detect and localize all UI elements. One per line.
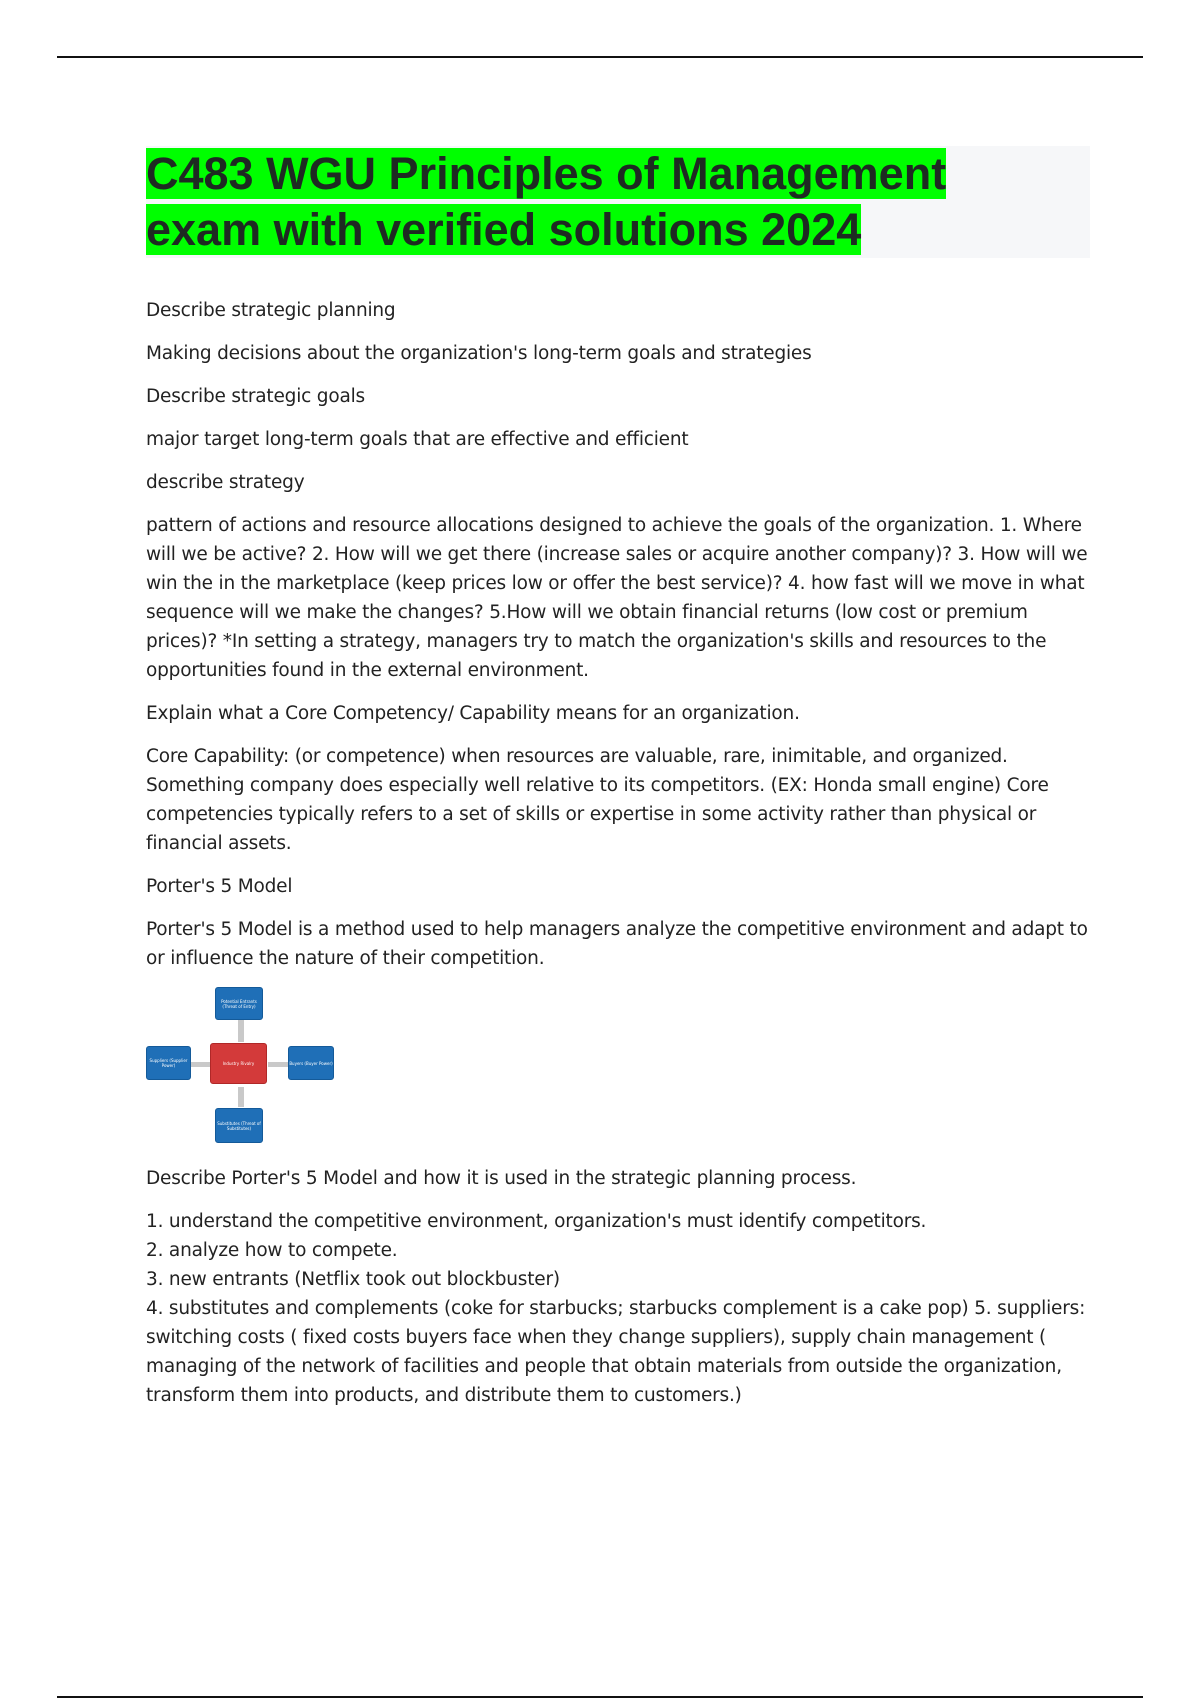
answer-text: Making decisions about the organization's long-term goals and strategies (146, 343, 812, 364)
list-item: 1. understand the competitive environment, organization's must identify competitors. (146, 1211, 927, 1232)
porter-five-forces-diagram (146, 987, 336, 1142)
bottom-rule (57, 1696, 1143, 1698)
title-block (146, 146, 1090, 258)
answer-text: Core Capability: (or competence) when resources are valuable, rare, inimitable, and organized. Something company does especially well relative to its competitors. (EX: Honda small engine) Core competencies typically refers to a set of skills or expertise in some activity rather than physical or financial assets. (146, 746, 1049, 854)
question-text: Explain what a Core Competency/ Capability means for an organization. (146, 703, 800, 724)
porter-answer-list (146, 1207, 1090, 1410)
potential-entrants-box: Potential Entrants (Threat of Entry) (215, 987, 263, 1020)
answer-text: Porter's 5 Model is a method used to help managers analyze the competitive environment and adapt to or influence the nature of their competition. (146, 919, 1088, 969)
title-line-1: C483 WGU Principles of Management (146, 148, 947, 199)
suppliers-box: Suppliers (Supplier Power) (146, 1046, 191, 1080)
question-text: Describe strategic planning (146, 300, 396, 321)
answer-text: pattern of actions and resource allocations designed to achieve the goals of the organization. 1. Where will we be active? 2. How will we get there (increase sales or acquire another company)? 3. How will we win the in the marketplace (keep prices low or offer the best service)? 4. how fast will we move in what sequence will we make the changes? 5.How will we obtain financial returns (low cost or premium prices)? *In setting a strategy, managers try to match the organization's skills and resources to the opportunities found in the external environment. (146, 515, 1088, 681)
answer-text: major target long-term goals that are effective and efficient (146, 429, 689, 450)
qa-list (146, 296, 1090, 973)
industry-rivalry-box: Industry Rivalry (210, 1043, 267, 1084)
list-item: 2. analyze how to compete. (146, 1240, 398, 1261)
top-rule (57, 56, 1143, 58)
title-line-2: exam with verified solutions 2024 (146, 204, 862, 255)
document-title (146, 146, 1090, 258)
substitutes-box: Substitutes (Threat of Substitutes) (215, 1108, 263, 1143)
arrow-top (238, 1020, 244, 1042)
buyers-box: Buyers (Buyer Power) (288, 1046, 334, 1080)
list-item: 4. substitutes and complements (coke for starbucks; starbucks complement is a cake pop) 5. suppliers: switching costs ( fixed costs buyers face when they change suppliers), supply chain management ( managing of the network of facilities and people that obtain materials from outside the organization, transform them into products, and distribute them to customers.) (146, 1298, 1086, 1406)
question-text: Porter's 5 Model (146, 876, 293, 897)
question-text: describe strategy (146, 472, 305, 493)
porter-question-block (146, 1164, 1090, 1193)
list-item: 3. new entrants (Netflix took out blockbuster) (146, 1269, 560, 1290)
arrow-right (268, 1062, 288, 1067)
document-body (146, 146, 1090, 1410)
arrow-bottom (238, 1087, 244, 1107)
arrow-left (191, 1062, 211, 1067)
question-text: Describe Porter's 5 Model and how it is used in the strategic planning process. (146, 1168, 857, 1189)
question-text: Describe strategic goals (146, 386, 365, 407)
